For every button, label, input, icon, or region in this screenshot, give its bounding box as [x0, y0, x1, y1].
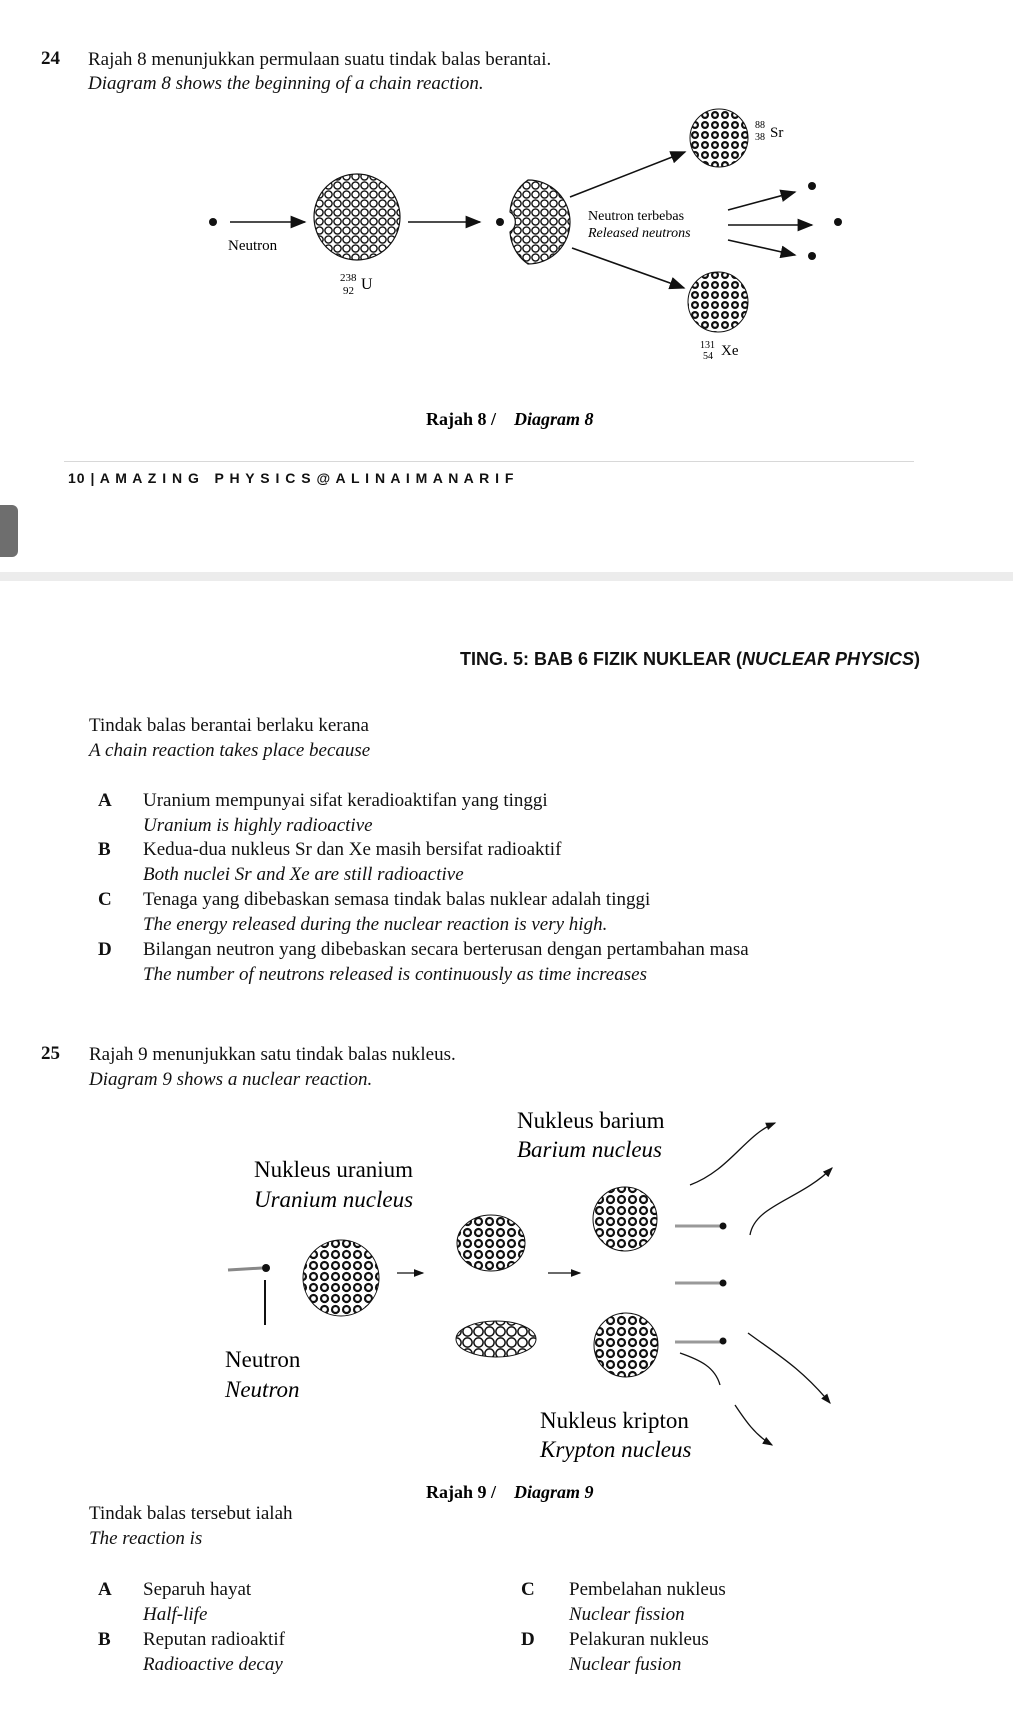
option-letter: A — [98, 1579, 112, 1600]
footer-separator: | — [90, 470, 96, 486]
krypton-motion-arrow-2 — [735, 1405, 772, 1445]
option-text-en: Half-life — [143, 1604, 208, 1625]
q25-question-en: The reaction is — [89, 1528, 203, 1549]
unstable-nucleus — [510, 180, 570, 264]
barium-nucleus — [593, 1187, 657, 1251]
option-letter: D — [521, 1629, 535, 1650]
diagram-9 — [0, 1095, 1013, 1515]
xenon-nucleus — [688, 272, 748, 332]
released-neutrons-label-ms: Neutron terbebas — [588, 209, 685, 224]
footer-rule — [64, 461, 914, 462]
section-header — [460, 649, 920, 670]
option-text-en: The energy released during the nuclear reaction is very high. — [143, 914, 608, 935]
neutron-label: Neutron — [228, 238, 278, 254]
neutron-label-en: Neutron — [225, 1377, 300, 1402]
incoming-neutron-dot — [209, 218, 217, 226]
option-letter: B — [98, 1629, 111, 1650]
barium-label-en: Barium nucleus — [517, 1137, 663, 1162]
krypton-label-en: Krypton nucleus — [540, 1437, 692, 1462]
option-letter: A — [98, 790, 112, 811]
u-atomic-number: 92 — [343, 285, 354, 297]
u-mass-number: 238 — [340, 272, 357, 284]
q24-question-en: A chain reaction takes place because — [89, 740, 371, 761]
option-text-ms: Uranium mempunyai sifat keradioaktifan yang tinggi — [143, 790, 548, 811]
option-letter: C — [98, 889, 112, 910]
diagram-8-caption-ms: Rajah 8 / — [426, 409, 497, 429]
absorbed-neutron-dot — [496, 218, 504, 226]
barium-motion-arrow-2 — [750, 1168, 832, 1235]
option-letter: B — [98, 839, 111, 860]
deformed-nucleus-lower — [456, 1321, 536, 1357]
option-text-ms: Kedua-dua nukleus Sr dan Xe masih bersifat radioaktif — [143, 839, 562, 860]
diagram-9-caption-ms: Rajah 9 / — [426, 1482, 497, 1502]
page-footer — [68, 470, 514, 486]
arrow-to-sr — [570, 152, 685, 197]
option-text-ms: Pembelahan nukleus — [569, 1579, 726, 1600]
neutron-motion-streak — [228, 1268, 262, 1270]
page-gap — [0, 572, 1013, 581]
footer-brand: A M A Z I N G P H Y S I C S @ A L I N A I M A N A R I F — [99, 470, 515, 486]
diagram-8 — [0, 100, 1013, 430]
u-symbol: U — [361, 276, 373, 293]
option-text-ms: Bilangan neutron yang dibebaskan secara berterusan dengan pertambahan masa — [143, 939, 749, 960]
option-text-ms: Pelakuran nukleus — [569, 1629, 709, 1650]
option-text-en: The number of neutrons released is continuously as time increases — [143, 964, 647, 985]
uranium-nucleus — [303, 1240, 379, 1316]
released-neutron-dot-1 — [720, 1223, 727, 1230]
krypton-motion-arrow-1 — [748, 1333, 830, 1403]
option-text-en: Both nuclei Sr and Xe are still radioactive — [143, 864, 464, 885]
option-text-ms: Tenaga yang dibebaskan semasa tindak balas nuklear adalah tinggi — [143, 889, 651, 910]
uranium-label-en: Uranium nucleus — [254, 1187, 414, 1212]
q24-stem-ms: Rajah 8 menunjukkan permulaan suatu tindak balas berantai. — [88, 49, 552, 70]
question-number-24: 24 — [41, 48, 60, 69]
xe-mass-number: 131 — [700, 340, 715, 351]
section-header-italic: NUCLEAR PHYSICS — [742, 649, 915, 669]
q24-stem-en: Diagram 8 shows the beginning of a chain reaction. — [88, 73, 484, 94]
question-number-25: 25 — [41, 1043, 60, 1064]
option-text-en: Uranium is highly radioactive — [143, 815, 373, 836]
incoming-neutron-dot — [262, 1264, 270, 1272]
released-neutron-dot-2 — [720, 1280, 727, 1287]
released-neutron-arrow-1 — [728, 192, 795, 210]
released-neutron-dot-2 — [834, 218, 842, 226]
released-neutron-dot-3 — [720, 1338, 727, 1345]
barium-motion-arrow-1 — [690, 1123, 775, 1185]
q25-stem-en: Diagram 9 shows a nuclear reaction. — [89, 1069, 373, 1090]
arrow-to-xe — [572, 248, 684, 288]
sr-symbol: Sr — [770, 125, 784, 141]
section-header-suffix: ) — [914, 649, 921, 669]
q25-question-ms: Tindak balas tersebut ialah — [89, 1503, 293, 1524]
neutron-label-ms: Neutron — [225, 1347, 301, 1372]
released-neutron-arrow-3 — [728, 240, 795, 255]
option-text-en: Nuclear fission — [569, 1604, 685, 1625]
side-scroll-tab[interactable] — [0, 505, 18, 557]
page-number: 10 — [68, 470, 86, 486]
sr-mass-number: 88 — [755, 120, 765, 131]
option-text-ms: Reputan radioaktif — [143, 1629, 285, 1650]
q25-stem-ms: Rajah 9 menunjukkan satu tindak balas nukleus. — [89, 1044, 456, 1065]
option-letter: C — [521, 1579, 535, 1600]
option-text-en: Radioactive decay — [143, 1654, 283, 1675]
diagram-9-caption-en: Diagram 9 — [514, 1482, 594, 1502]
option-text-en: Nuclear fusion — [569, 1654, 682, 1675]
xe-atomic-number: 54 — [703, 351, 713, 362]
released-neutrons-label-en: Released neutrons — [588, 226, 691, 241]
uranium-238-nucleus — [314, 174, 400, 260]
option-text-ms: Separuh hayat — [143, 1579, 252, 1600]
krypton-motion-line-1 — [680, 1353, 720, 1385]
krypton-nucleus — [594, 1313, 658, 1377]
released-neutron-dot-3 — [808, 252, 816, 260]
released-neutron-dot-1 — [808, 182, 816, 190]
uranium-label-ms: Nukleus uranium — [254, 1157, 414, 1182]
krypton-label-ms: Nukleus kripton — [540, 1408, 689, 1433]
diagram-8-caption-en: Diagram 8 — [514, 409, 594, 429]
q24-question-ms: Tindak balas berantai berlaku kerana — [89, 715, 369, 736]
barium-label-ms: Nukleus barium — [517, 1108, 665, 1133]
deformed-nucleus-upper — [457, 1215, 525, 1271]
section-header-prefix: TING. 5: BAB 6 FIZIK NUKLEAR ( — [460, 649, 742, 669]
xe-symbol: Xe — [721, 343, 739, 359]
sr-atomic-number: 38 — [755, 132, 765, 143]
strontium-nucleus — [690, 109, 748, 167]
option-letter: D — [98, 939, 112, 960]
